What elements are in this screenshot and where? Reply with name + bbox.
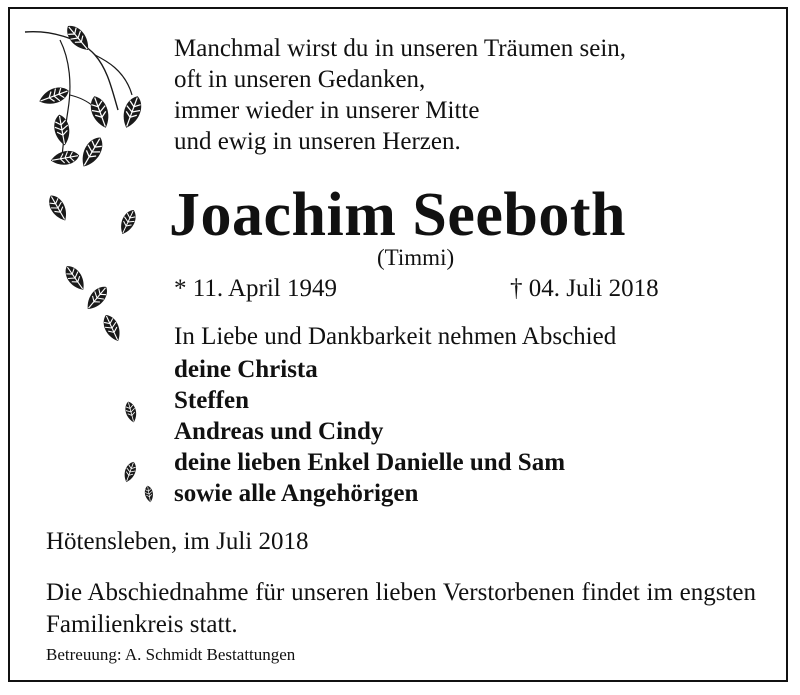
mourner: sowie alle Angehörigen [174,480,419,507]
poem-line: immer wieder in unserer Mitte [174,97,480,124]
mourners-list [174,354,565,509]
mourner: Andreas und Cindy [174,418,384,445]
deceased-nickname: (Timmi) [377,245,455,270]
mourner: Steffen [174,387,249,414]
deceased-name: Joachim Seeboth [169,181,626,249]
poem-line: Manchmal wirst du in unseren Träumen sein, [174,35,627,62]
death-date: † 04. Juli 2018 [510,275,659,302]
poem-line: oft in unseren Gedanken, [174,66,426,93]
funeral-notice-text: Die Abschiednahme für unseren lieben Verstorbenen findet im engsten Familienkreis statt. [46,579,756,638]
birth-date: * 11. April 1949 [174,275,337,302]
poem-line: und ewig in unseren Herzen. [174,128,461,155]
falling-leaves-icon [0,0,200,520]
undertaker-credit: Betreuung: A. Schmidt Bestattungen [46,645,296,664]
farewell-intro: In Liebe und Dankbarkeit nehmen Abschied [174,323,617,350]
mourner: deine lieben Enkel Danielle und Sam [174,449,566,476]
mourner: deine Christa [174,356,318,383]
place-date: Hötensleben, im Juli 2018 [46,528,309,555]
poem [174,33,626,157]
